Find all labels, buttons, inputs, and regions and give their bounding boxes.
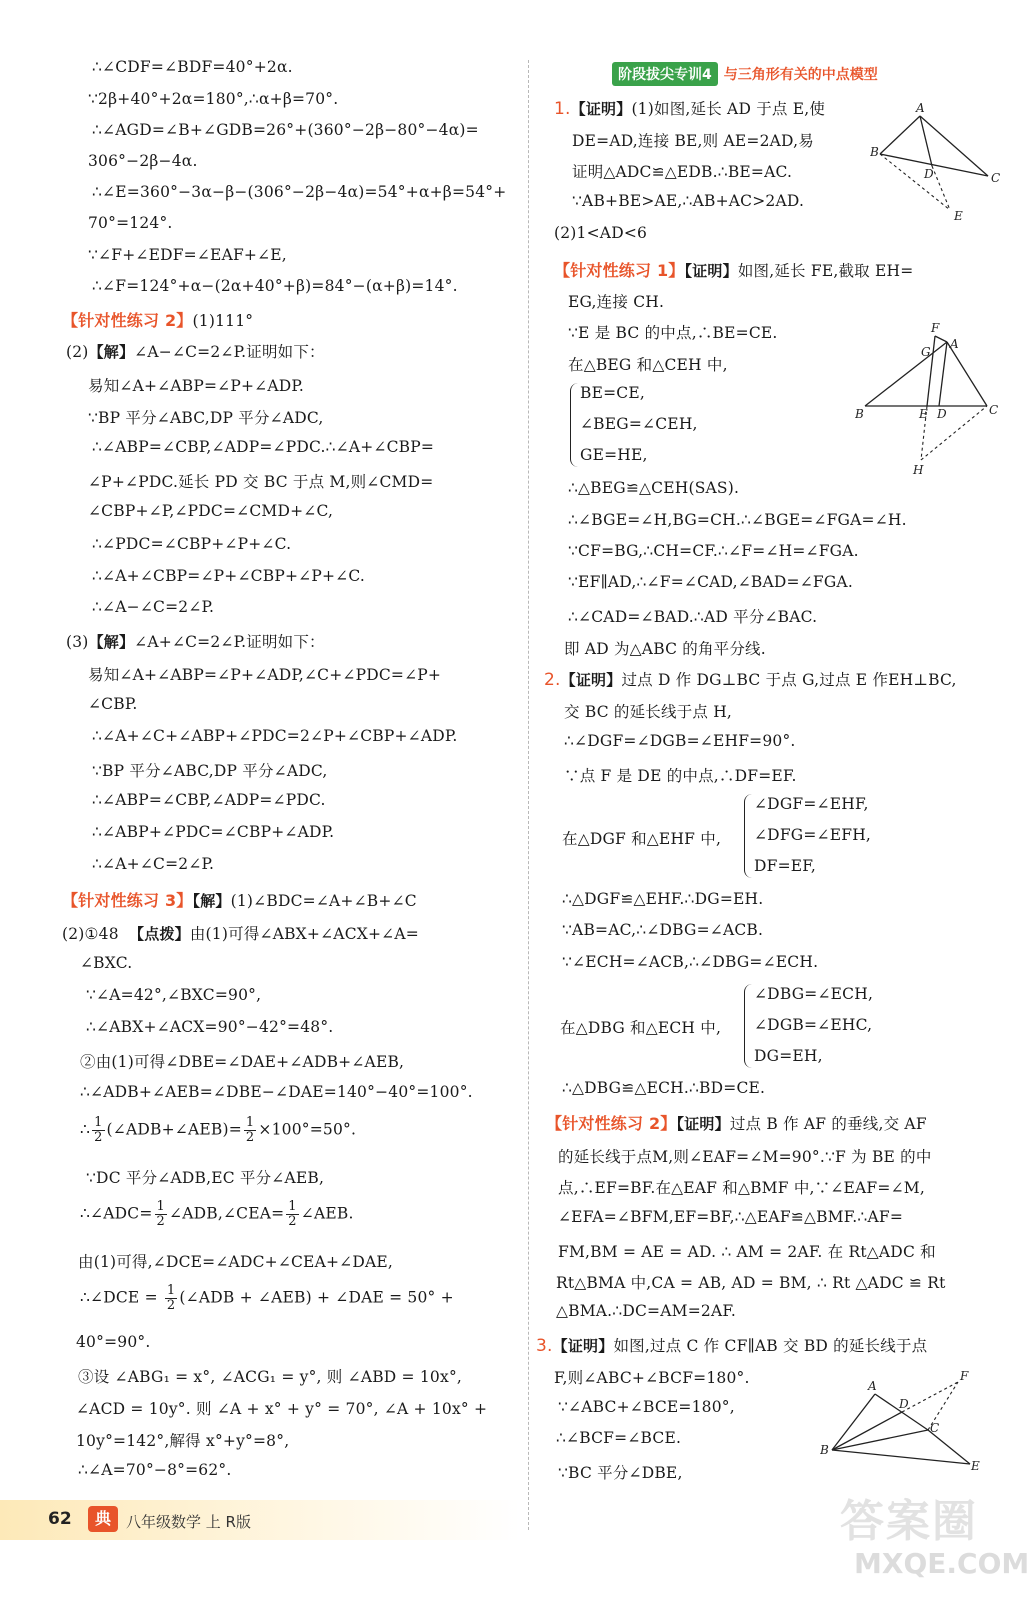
fig2-side-ac (947, 342, 987, 406)
therefore-sign: ∴ (80, 1120, 91, 1139)
fig2-label-c: C (989, 403, 999, 417)
text-line: ∴∠AGD=∠B+∠GDB=26°+(360°−2β−80°−4α)= (92, 121, 479, 139)
fig2-segment-hc (921, 406, 987, 460)
fig3-label-c: C (930, 1421, 940, 1435)
watermark (840, 1485, 1030, 1595)
fraction-half (155, 1200, 167, 1229)
text-line: GE=HE, (580, 446, 648, 464)
text-line: ∴∠A=70°−8°=62°. (78, 1461, 232, 1479)
practice-tag: 【针对性练习 2】 (62, 311, 193, 330)
section-title: 与三角形有关的中点模型 (723, 67, 878, 83)
text-line: ∠ACD = 10y°. 则 ∠A + x° + y° = 70°, ∠A + 10x° + (76, 1400, 488, 1418)
fig2-label-d: D (937, 407, 947, 421)
fig3-extension-df (902, 1382, 958, 1412)
proof-tag: 【证明】 (684, 262, 738, 280)
text-line: 40°=90°. (76, 1333, 151, 1351)
text-line: ∠DGB=∠EHC, (754, 1016, 873, 1034)
text-line: ∴∠F=124°+α−(2α+40°+β)=84°−(α+β)=14°. (92, 277, 458, 295)
system-brace (744, 794, 753, 878)
denominator: 2 (156, 1214, 166, 1229)
text-line: DE=AD,连接 BE,则 AE=2AD,易 (572, 132, 814, 150)
text-line: 10y°=142°,解得 x°+y°=8°, (76, 1432, 290, 1450)
solution-tag: 【解】 (88, 633, 135, 651)
fig3-label-a: A (868, 1379, 877, 1393)
text-line: ∠DBG=∠ECH, (754, 985, 874, 1003)
denominator: 2 (245, 1130, 255, 1145)
fig2-label-a: A (950, 337, 959, 351)
fig3-label-d: D (899, 1397, 909, 1411)
text-line: 易知∠A+∠ABP=∠P+∠ADP,∠C+∠PDC=∠P+ (88, 666, 442, 684)
text-line (80, 1116, 356, 1145)
text-line: ∠CBP. (88, 695, 138, 713)
text-line (80, 1284, 454, 1313)
text-line: ∴∠A+∠C=2∠P. (92, 855, 215, 873)
practice-tag: 【针对性练习 1】 (554, 261, 685, 280)
answer-text: (∠ADB + ∠AEB) + ∠DAE = 50° + (179, 1288, 454, 1307)
answer-text: ∠AEB. (300, 1204, 354, 1223)
fig2-side-ba (865, 342, 947, 406)
fraction-half (165, 1284, 177, 1313)
fig1-label-e: E (954, 209, 963, 222)
question-number: 3. (536, 1336, 553, 1356)
text-line: F,则∠ABC+∠BCF=180°. (554, 1369, 750, 1387)
answer-text: 如图,延长 FE,截取 EH= (737, 262, 914, 280)
fig2-segment-fa (935, 336, 947, 342)
figure-2 (855, 322, 1005, 480)
fig2-label-h: H (913, 463, 924, 477)
watermark-logo-text: 答案圈 (840, 1496, 978, 1547)
text-line: ∵E 是 BC 的中点,∴BE=CE. (568, 324, 778, 342)
text-line: ∵AB=AC,∴∠DBG=∠ACB. (562, 921, 764, 939)
question-3-line (536, 1334, 927, 1356)
text-line: 由(1)可得,∠DCE=∠ADC+∠CEA+∠DAE, (78, 1253, 394, 1271)
text-line: BE=CE, (580, 384, 645, 402)
denominator: 2 (288, 1214, 297, 1229)
text-line: ∵DC 平分∠ADB,EC 平分∠AEB, (86, 1169, 325, 1187)
book-title: 八年级数学 上 R版 (126, 1513, 251, 1531)
text-line: 证明△ADC≌△EDB.∴BE=AC. (572, 163, 793, 181)
fig1-side-ab (880, 116, 920, 154)
text-line: 在△BEG 和△CEH 中, (568, 356, 728, 374)
answer-text: 由(1)可得∠ABX+∠ACX+∠A= (189, 925, 419, 943)
practice-3-heading (62, 888, 417, 911)
text-line: 点,∴EF=BF.在△EAF 和△BMF 中,∵∠EAF=∠M, (558, 1179, 925, 1197)
answer-text: (1)∠BDC=∠A+∠B+∠C (230, 892, 417, 910)
system-brace (744, 984, 753, 1068)
section-header (612, 62, 878, 84)
proof-tag: 【证明】 (676, 1115, 730, 1133)
text-line: ∴∠ADB+∠AEB=∠DBE−∠DAE=140°−40°=100°. (80, 1083, 473, 1101)
fig1-segment-be (880, 154, 950, 210)
text-line: ∴∠ABP=∠CBP,∠ADP=∠PDC. (92, 791, 326, 809)
fig3-label-b: B (820, 1443, 829, 1457)
text-line: ∵CF=BG,∴CH=CF.∴∠F=∠H=∠FGA. (568, 542, 859, 560)
text-line: 即 AD 为△ABC 的角平分线. (564, 640, 766, 658)
column-divider (528, 60, 529, 1530)
fig3-side-bc (832, 1430, 928, 1450)
text-line: ∴△DGF≌△EHF.∴DG=EH. (562, 890, 764, 908)
text-line: ∴∠BCF=∠BCE. (556, 1429, 682, 1447)
text-line: 在△DGF 和△EHF 中, (562, 830, 722, 848)
fig1-label-b: B (870, 145, 879, 159)
text-line: 交 BC 的延长线于点 H, (564, 703, 733, 721)
practice-tag: 【针对性练习 2】 (546, 1114, 677, 1133)
proof-tag: 【证明】 (570, 100, 632, 118)
text-line: ∵AB+BE>AE,∴AB+AC>2AD. (572, 192, 805, 210)
question-2-line (544, 668, 957, 690)
denominator: 2 (94, 1130, 103, 1145)
fig2-label-e: E (919, 407, 928, 421)
text-line: ∴∠ABP=∠CBP,∠ADP=∠PDC.∴∠A+∠CBP= (92, 438, 435, 456)
proof-tag: 【证明】 (560, 671, 622, 689)
fig3-line-ce (928, 1430, 970, 1464)
text-line: ∴△DBG≌△ECH.∴BD=CE. (562, 1079, 766, 1097)
text-line (62, 922, 419, 944)
text-line: 在△DBG 和△ECH 中, (560, 1019, 722, 1037)
fig1-side-bc (880, 154, 988, 176)
fig3-label-e: E (971, 1459, 980, 1473)
text-line: ∴∠E=360°−3α−β−(306°−2β−4α)=54°+α+β=54°+ (92, 183, 507, 201)
text-line: 的延长线于点M,则∠EAF=∠M=90°.∵F 为 BE 的中 (558, 1148, 932, 1166)
practice-tag: 【针对性练习 3】 (62, 891, 193, 910)
fig1-median-ad (920, 116, 932, 166)
fig3-line-bd (832, 1412, 902, 1450)
answer-text: (1)111° (192, 312, 254, 330)
text-line: 306°−2β−4α. (88, 152, 198, 170)
text-line: EG,连接 CH. (568, 293, 665, 311)
text-line: ∵2β+40°+2α=180°,∴α+β=70°. (88, 90, 339, 108)
answer-text: 过点 D 作 DG⊥BC 于点 G,过点 E 作EH⊥BC, (621, 671, 957, 689)
fig1-label-c: C (991, 171, 1001, 185)
text-line: ∠EFA=∠BFM,EF=BF,∴△EAF≌△BMF.∴AF= (558, 1208, 904, 1226)
text-line: ∴∠ABX+∠ACX=90°−42°=48°. (86, 1018, 334, 1036)
text-line: DG=EH, (754, 1047, 823, 1065)
text-line: ∵点 F 是 DE 的中点,∴DF=EF. (564, 767, 797, 785)
watermark-url: MXQE.COM (854, 1547, 1030, 1580)
part-label: (3) (66, 633, 89, 651)
fraction-half (92, 1116, 104, 1145)
practice-1-heading (554, 258, 913, 281)
text-line (80, 1200, 354, 1229)
question-number: 2. (544, 670, 561, 690)
numerator: 1 (94, 1115, 103, 1130)
figure-3 (820, 1368, 990, 1478)
text-line: ∴∠CAD=∠BAD.∴AD 平分∠BAC. (568, 608, 818, 626)
text-line (66, 340, 325, 362)
answer-text: 过点 B 作 AF 的垂线,交 AF (729, 1115, 927, 1133)
text-line: ∴∠A+∠C+∠ABP+∠PDC=2∠P+∠CBP+∠ADP. (92, 727, 458, 745)
question-number: 1. (554, 99, 571, 119)
text-line (66, 630, 325, 652)
page-footer (0, 1500, 520, 1540)
fraction-half (286, 1200, 298, 1229)
text-line: ∵BC 平分∠DBE, (558, 1464, 683, 1482)
fig2-label-g: G (921, 345, 931, 359)
text-line: ∵BP 平分∠ABC,DP 平分∠ADC, (92, 762, 328, 780)
text-line: ∵∠ABC+∠BCE=180°, (558, 1398, 735, 1416)
publisher-logo: 典 (88, 1506, 118, 1532)
text-line: ∴∠ABP+∠PDC=∠CBP+∠ADP. (92, 823, 335, 841)
text-line: ∵∠ECH=∠ACB,∴∠DBG=∠ECH. (562, 953, 819, 971)
answer-text: ∠ADB,∠CEA= (169, 1204, 285, 1223)
text-line: ∵EF∥AD,∴∠F=∠CAD,∠BAD=∠FGA. (568, 573, 853, 591)
hint-tag: 【点拨】 (129, 925, 190, 943)
text-line: 易知∠A+∠ABP=∠P+∠ADP. (88, 377, 304, 395)
text-line: ∴△BEG≌△CEH(SAS). (568, 479, 740, 497)
fig3-side-ba (832, 1394, 875, 1450)
question-1-line (554, 97, 825, 119)
denominator: 2 (166, 1298, 176, 1313)
text-line: ∴∠CDF=∠BDF=40°+2α. (92, 58, 293, 76)
section-badge: 阶段拔尖专训4 (612, 62, 718, 86)
text-line: (2)1<AD<6 (554, 224, 648, 242)
practice-2-heading (62, 308, 253, 331)
text-line: ∠BEG=∠CEH, (580, 415, 698, 433)
solution-tag: 【解】 (88, 343, 135, 361)
text-line: ∠CBP+∠P,∠PDC=∠CMD+∠C, (88, 502, 334, 520)
numerator: 1 (156, 1199, 166, 1214)
answer-text: ∠A−∠C=2∠P.证明如下： (134, 343, 325, 361)
fraction-half (244, 1116, 256, 1145)
answer-text: (∠ADB+∠AEB)= (106, 1120, 242, 1139)
text-line: ∵∠A=42°,∠BXC=90°, (86, 986, 262, 1004)
fig3-label-f: F (960, 1369, 969, 1383)
numerator: 1 (166, 1283, 176, 1298)
text-line: ∴∠A+∠CBP=∠P+∠CBP+∠P+∠C. (92, 567, 365, 585)
text-line: ∠DFG=∠EFH, (754, 826, 872, 844)
fig1-label-d: D (924, 167, 934, 181)
text-line: FM,BM = AE = AD. ∴ AM = 2AF. 在 Rt△ADC 和 (558, 1243, 936, 1261)
text-line: DF=EF, (754, 857, 816, 875)
answer-text: (2)①48 (62, 925, 119, 943)
answer-text: 如图,过点 C 作 CF∥AB 交 BD 的延长线于点 (613, 1337, 928, 1355)
text-line: Rt△BMA 中,CA = AB, AD = BM, ∴ Rt △ADC ≌ Rt (556, 1274, 946, 1292)
numerator: 1 (245, 1115, 255, 1130)
part-label: (2) (66, 343, 89, 361)
fig1-label-a: A (916, 101, 925, 115)
answer-text: ∴∠DCE = (80, 1288, 163, 1307)
text-line: ∴∠PDC=∠CBP+∠P+∠C. (92, 535, 292, 553)
fig2-label-f: F (931, 322, 940, 335)
system-brace (570, 383, 579, 467)
text-line: ∵BP 平分∠ABC,DP 平分∠ADC, (88, 409, 324, 427)
numerator: 1 (288, 1199, 297, 1214)
answer-text: ∴∠ADC= (80, 1204, 153, 1223)
practice-2-heading (546, 1111, 927, 1134)
text-line: ∵∠F+∠EDF=∠EAF+∠E, (88, 246, 287, 264)
text-line: ∠P+∠PDC.延长 PD 交 BC 于点 M,则∠CMD= (88, 473, 434, 491)
text-line: △BMA.∴DC=AM=2AF. (556, 1302, 737, 1320)
page-number: 62 (48, 1509, 72, 1529)
text-line: ∠DGF=∠EHF, (754, 795, 869, 813)
text-line: ∴∠DGF=∠DGB=∠EHF=90°. (564, 732, 796, 750)
fig2-bisector-ad (939, 342, 947, 406)
figure-1 (870, 98, 1010, 222)
proof-tag: 【证明】 (552, 1337, 614, 1355)
text-line: ∠BXC. (80, 954, 133, 972)
fig3-line-be (832, 1450, 970, 1464)
text-line: ③设 ∠ABG₁ = x°, ∠ACG₁ = y°, 则 ∠ABD = 10x°, (78, 1368, 463, 1386)
answer-text: (1)如图,延长 AD 于点 E,使 (631, 100, 826, 118)
fig2-label-b: B (855, 407, 864, 421)
text-line: ∴∠BGE=∠H,BG=CH.∴∠BGE=∠FGA=∠H. (568, 511, 907, 529)
answer-text: ×100°=50°. (258, 1120, 357, 1139)
text-line: ∴∠A−∠C=2∠P. (92, 598, 215, 616)
answer-text: ∠A+∠C=2∠P.证明如下： (134, 633, 325, 651)
solution-tag: 【解】 (192, 892, 231, 910)
text-line: 70°=124°. (88, 214, 173, 232)
text-line: ②由(1)可得∠DBE=∠DAE+∠ADB+∠AEB, (80, 1053, 405, 1071)
